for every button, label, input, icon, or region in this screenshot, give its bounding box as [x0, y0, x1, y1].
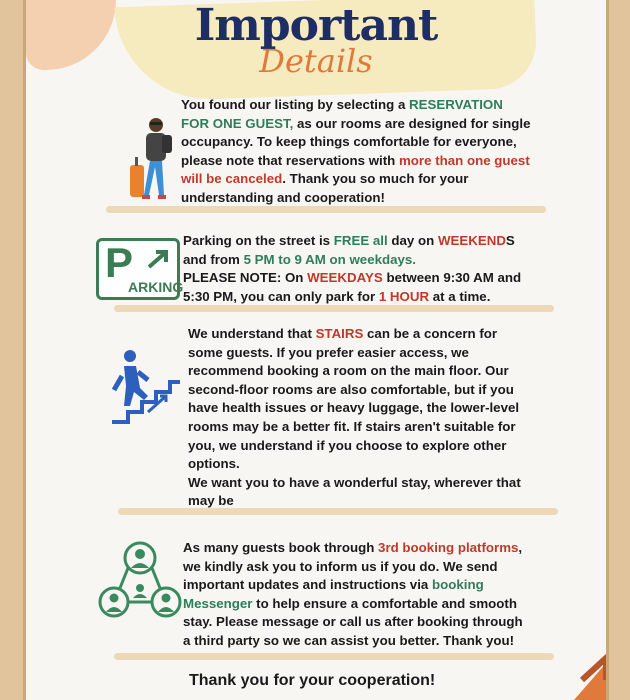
reservation-note: You found our listing by selecting a RESERVATION FOR ONE GUEST, as our rooms are designed for single occupancy. To keep things comfortable for everyone, please note that reservations with more than one guest will be canceled. Thank you so much for your understanding and cooperation!: [181, 97, 531, 205]
parking-sign-icon: P ARKING: [96, 238, 180, 300]
booking-platform-note: As many guests book through 3rd booking platforms, we kindly ask you to inform us if you do. We send important updates and instructions via booking Messenger to help ensure a comfortable and smooth stay. Please message or call us after booking through a third party so we can assist you better. Thank you!: [183, 540, 523, 648]
corner-arrow-icon: [574, 650, 606, 700]
people-network-icon: [98, 540, 182, 624]
divider: [114, 653, 554, 660]
stairs-note: We understand that STAIRS can be a concern for some guests. If you prefer easier access, we recommend booking a room on the main floor. Our second-floor rooms are also comfortable, but if you have health issues or heavy luggage, the lower-level rooms may be a better fit. If stairs aren't suitable for you, we understand if you choose to explore other options. We want you to have a wonderful stay, wherever that may be: [188, 326, 521, 509]
divider: [118, 508, 558, 515]
poster: [26, 0, 606, 700]
footer-thanks: Thank you for your cooperation!: [189, 672, 436, 689]
page-subtitle: Details: [259, 42, 373, 80]
parking-note: Parking on the street is FREE all day on WEEKENDS and from 5 PM to 9 AM on weekdays. PLEASE NOTE: On WEEKDAYS between 9:30 AM and 5:30 PM, you can only park for 1 HOUR at a time.: [183, 233, 522, 304]
divider: [114, 305, 554, 312]
page-title: Important: [194, 0, 438, 51]
divider: [106, 206, 546, 213]
stairs-climber-icon: [108, 346, 182, 426]
wood-frame-right: [606, 0, 630, 700]
traveler-icon: [128, 115, 182, 203]
wood-frame-left: [0, 0, 26, 700]
